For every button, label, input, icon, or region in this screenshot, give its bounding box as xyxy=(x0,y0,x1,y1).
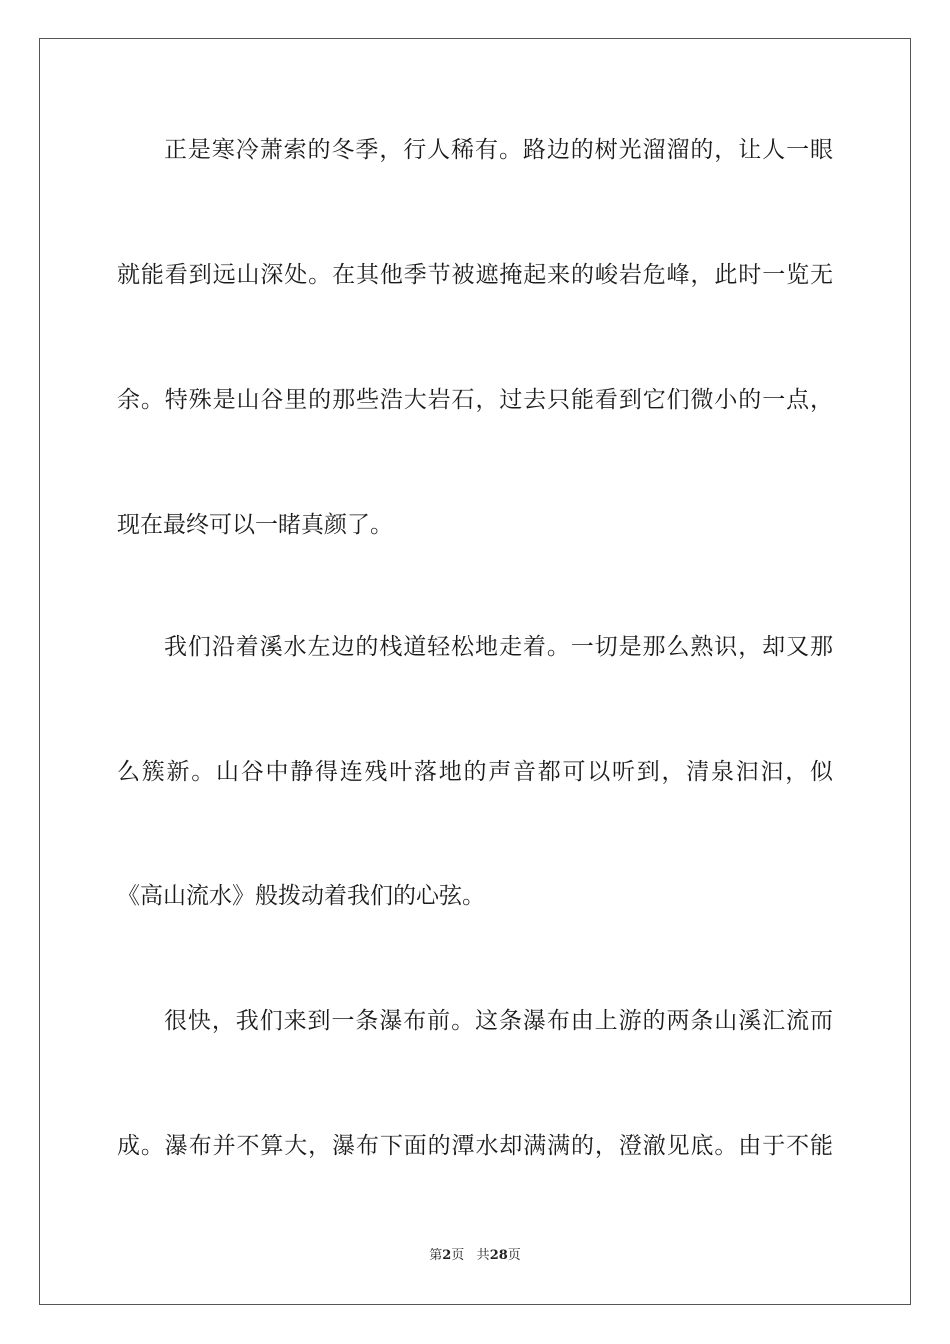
paragraph-2-line-1: 我们沿着溪水左边的栈道轻松地走着。一切是那么熟识，却又那 xyxy=(164,634,833,660)
paragraph-1-line-3: 余。特殊是山谷里的那些浩大岩石，过去只能看到它们微小的一点， xyxy=(117,387,833,413)
footer-total-suffix: 页 xyxy=(507,1248,521,1263)
paragraph-2-line-3: 《高山流水》般拨动着我们的心弦。 xyxy=(117,883,485,909)
paragraph-2-line-2: 么簇新。山谷中静得连残叶落地的声音都可以听到，清泉汩汩，似 xyxy=(117,759,833,785)
paragraph-3-line-1: 很快，我们来到一条瀑布前。这条瀑布由上游的两条山溪汇流而 xyxy=(164,1008,833,1034)
paragraph-3-line-2: 成。瀑布并不算大，瀑布下面的潭水却满满的，澄澈见底。由于不能 xyxy=(117,1133,833,1159)
footer-total-pages: 28 xyxy=(489,1248,508,1263)
footer-page-number: 2 xyxy=(442,1248,452,1263)
footer-page-prefix: 第 xyxy=(429,1248,443,1263)
paragraph-1-line-4: 现在最终可以一睹真颜了。 xyxy=(117,512,393,538)
footer-total-prefix: 共 xyxy=(476,1248,490,1263)
paragraph-1-line-1: 正是寒冷萧索的冬季，行人稀有。路边的树光溜溜的，让人一眼 xyxy=(164,137,833,163)
page-footer xyxy=(0,1246,950,1266)
page-border xyxy=(39,38,911,1305)
footer-page-suffix: 页 xyxy=(451,1248,465,1263)
paragraph-1-line-2: 就能看到远山深处。在其他季节被遮掩起来的峻岩危峰，此时一览无 xyxy=(117,262,833,288)
